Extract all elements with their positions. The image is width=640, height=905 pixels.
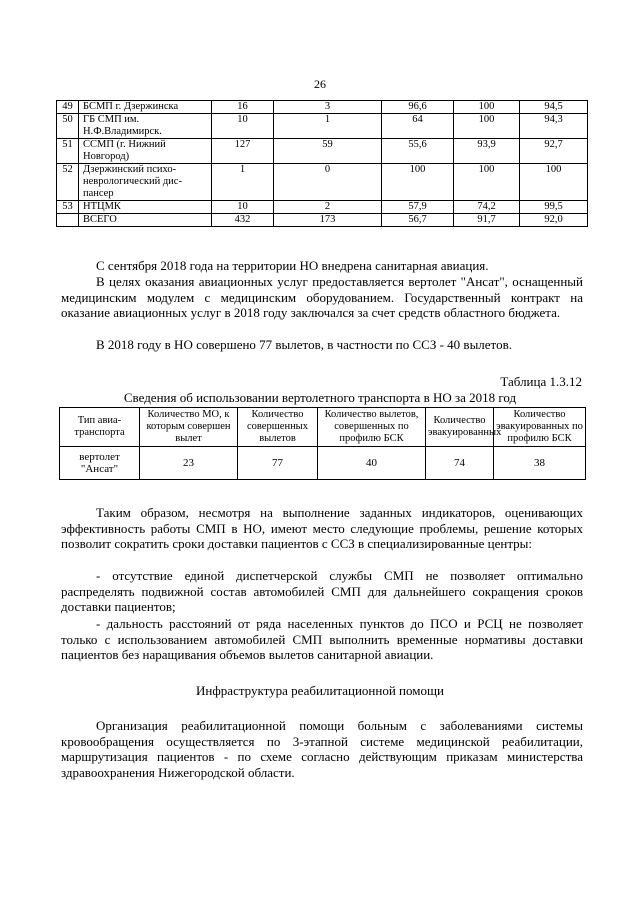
table-row: 49 БСМП г. Дзержинска 16 3 96,6 100 94,5 — [57, 101, 588, 114]
table-row: 53 НТЦМК 10 2 57,9 74,2 99,5 — [57, 201, 588, 214]
table-row: вертолет "Ансат" 23 77 40 74 38 — [60, 447, 586, 480]
table-total-row: ВСЕГО 432 173 56,7 91,7 92,0 — [57, 214, 588, 227]
table-header-row: Тип авиа-транспорта Количество МО, к которым совершен вылет Количество совершенных вылетов Количество вылетов, совершенных по профилю БСК Количество эвакуированных Количество эвакуированных по профилю БСК — [60, 408, 586, 447]
smp-stats-table — [56, 100, 588, 227]
table-number: Таблица 1.3.12 — [500, 374, 582, 389]
paragraph-sanaviation: С сентября 2018 года на территории НО внедрена санитарная авиация. — [96, 258, 489, 273]
helicopter-usage-table — [59, 407, 586, 480]
paragraph-helicopter: В целях оказания авиационных услуг предоставляется вертолет "Ансат", оснащенный медицинским модулем с медицинским оборудованием. Государственный контракт на оказание авиационных услуг в 2018 году заключался за счет средств областного бюджета. — [61, 274, 583, 320]
paragraph-problem-1: - отсутствие единой диспетчерской службы СМП не позволяет оптимально распределять подвижной состав автомобилей СМП для дальнейшего сокращения сроков доставки пациентов; — [61, 568, 583, 614]
table-row: 51 ССМП (г. Нижний Новгород) 127 59 55,6 93,9 92,7 — [57, 139, 588, 164]
paragraph-problems: Таким образом, несмотря на выполнение заданных индикаторов, оценивающих эффективность работы СМП в НО, имеют место следующие проблемы, решение которых позволит сократить сроки доставки пациентов с ССЗ в специализированные центры: — [61, 505, 583, 551]
page-number: 26 — [314, 77, 326, 91]
table-caption: Сведения об использовании вертолетного транспорта в НО за 2018 год — [123, 390, 517, 405]
paragraph-rehab: Организация реабилитационной помощи больным с заболеваниями системы кровообращения осуществляется по 3-этапной системе медицинской реабилитации, маршрутизация пациентов - по схеме согласно действующим приказам министерства здравоохранения Нижегородской области. — [61, 718, 583, 780]
section-title: Инфраструктура реабилитационной помощи — [196, 683, 444, 698]
paragraph-flights: В 2018 году в НО совершено 77 вылетов, в частности по ССЗ - 40 вылетов. — [96, 337, 512, 352]
paragraph-problem-2: - дальность расстояний от ряда населенных пунктов до ПСО и РСЦ не позволяет только с использованием автомобилей СМП выполнить временные нормативы доставки пациентов без наращивания объемов вылетов санитарной авиации. — [61, 616, 583, 662]
table-row: 52 Дзержинский психо-неврологический дис-пансер 1 0 100 100 100 — [57, 164, 588, 201]
table-row: 50 ГБ СМП им. Н.Ф.Владимирск. 10 1 64 100 94,3 — [57, 114, 588, 139]
